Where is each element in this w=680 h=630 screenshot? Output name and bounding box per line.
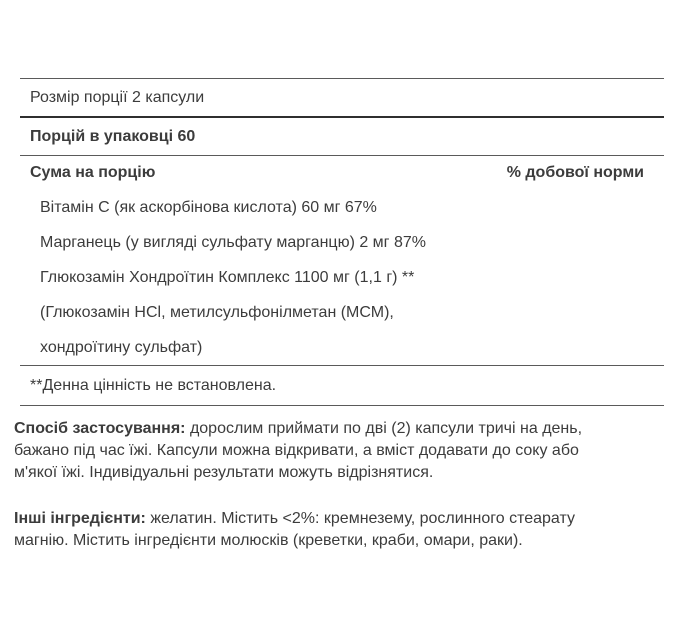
ingredients-paragraph [14,508,664,552]
footnote: **Денна цінність не встановлена. [30,377,277,394]
amount-header-row [20,156,664,190]
usage-paragraph [14,418,664,484]
ingredients-title: Інші інгредієнти: [14,510,146,527]
nutrient-row: Глюкозамін Хондроїтин Комплекс 1100 мг (1,1 г) ** [40,269,415,286]
nutrient-row: (Глюкозамін HCl, метилсульфонілметан (МСМ), [40,304,394,321]
servings-per-container: Порцій в упаковці 60 [30,128,196,145]
supplement-facts-panel [20,78,664,406]
nutrient-row: хондроїтину сульфат) [40,339,203,356]
amount-per-serving-header: Сума на порцію [30,164,156,181]
ingredients-text-line: желатин. Містить <2%: кремнезему, рослинного стеарату [145,510,575,527]
serving-size: Розмір порції 2 капсули [30,89,205,106]
ingredients-text-line: магнію. Містить інгредієнти молюсків (креветки, краби, омари, раки). [14,532,523,549]
usage-text-line: бажано під час їжі. Капсули можна відкривати, а вміст додавати до соку або [14,442,579,459]
daily-value-header: % добової норми [506,164,644,181]
usage-text-line: дорослим приймати по дві (2) капсули тричі на день, [185,420,583,437]
bottom-divider [20,405,664,406]
usage-title: Спосіб застосування: [14,420,186,437]
nutrient-row: Марганець (у вигляді сульфату марганцю) 2 мг 87% [40,234,426,251]
nutrient-row: Вітамін С (як аскорбінова кислота) 60 мг 67% [40,199,377,216]
usage-text-line: м'якої їжі. Індивідуальні результати можуть відрізнятися. [14,464,434,481]
